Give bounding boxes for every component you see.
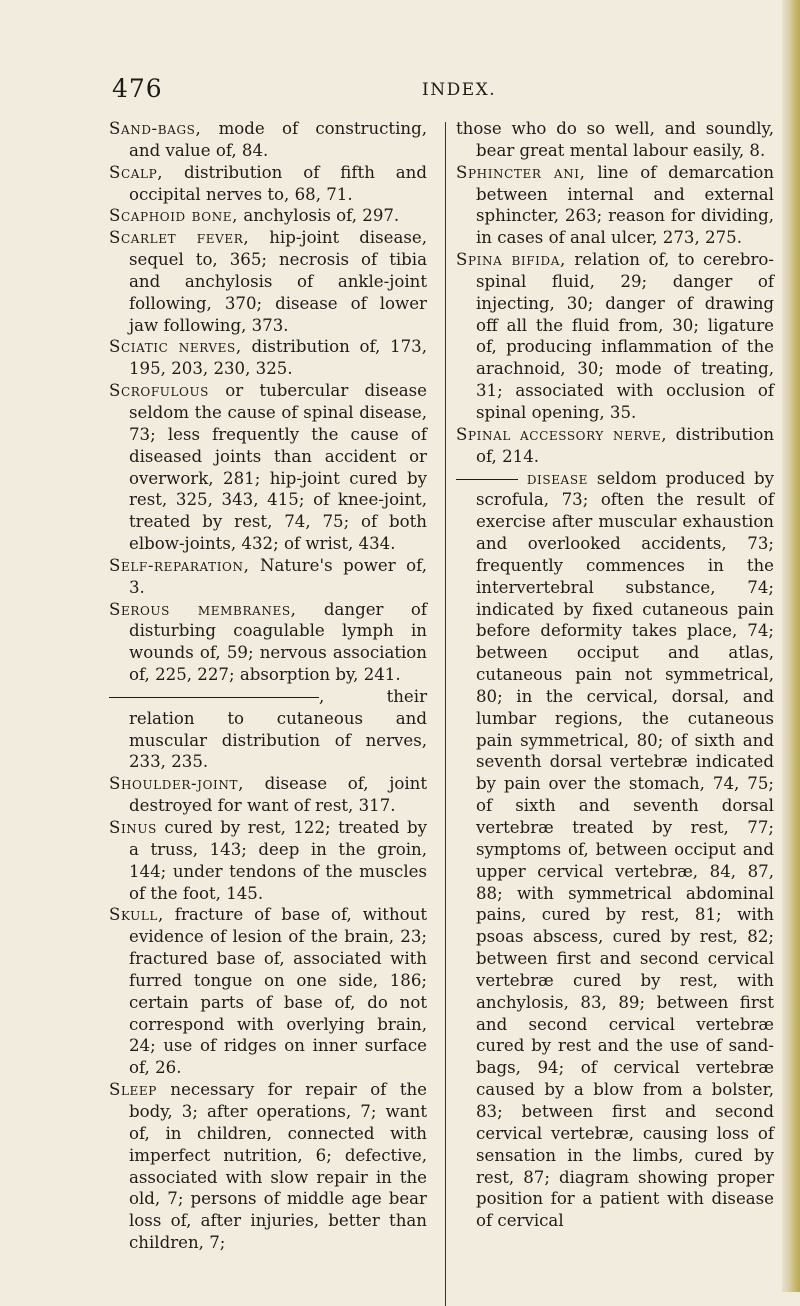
page-number: 476: [112, 74, 163, 103]
index-headword: Sleep: [109, 1080, 157, 1100]
index-entry-text: Nature's power of, 3.: [129, 555, 427, 597]
running-title: INDEX.: [422, 80, 497, 100]
index-column-right: [456, 118, 774, 1232]
index-headword: Scarlet fever,: [109, 228, 250, 248]
index-headword: Sciatic nerves,: [109, 337, 242, 357]
index-entry: [109, 205, 427, 227]
index-entry-text: distribution of, 214.: [476, 424, 775, 466]
index-entry-text: those who do so well, and soundly, bear great mental labour easily, 8.: [456, 119, 774, 160]
index-entry-text: mode of constructing, and value of, 84.: [129, 119, 427, 160]
index-headword: disease: [526, 468, 589, 488]
index-entry: [109, 904, 427, 1079]
index-entry: [456, 468, 774, 1233]
index-entry: [456, 424, 774, 468]
index-entry: [456, 162, 774, 249]
page-header: [112, 74, 672, 108]
index-entry-text: cured by rest, 122; treated by a truss, 143; deep in the groin, 144; under tendons of the muscles of the foot, 145.: [129, 818, 427, 903]
index-headword: Scrofulous: [109, 381, 210, 401]
index-entry: [109, 118, 427, 162]
index-entry: [109, 599, 427, 686]
index-entry: [109, 817, 427, 904]
index-entry: [456, 249, 774, 424]
index-headword: Skull,: [109, 905, 164, 925]
index-entry: [109, 1079, 427, 1254]
index-entry-text: line of demarcation between internal and external sphincter, 263; reason for dividing, in cases of anal ulcer, 273, 275.: [476, 162, 775, 248]
index-entry: [109, 773, 427, 817]
index-entry: [109, 336, 427, 380]
index-entry-text: disease of, joint destroyed for want of rest, 317.: [129, 774, 427, 816]
ditto-dash: [456, 479, 518, 480]
index-entry-text: hip-joint disease, sequel to, 365; necrosis of tibia and anchylosis of ankle-joint following, 370; disease of lower jaw following, 373.: [129, 228, 427, 335]
index-entry-text: fracture of base of, without evidence of lesion of the brain, 23; fractured base of, associated with furred tongue on one side, 186; certain parts of base of, do not correspond with overlying brain, 24; use of ridges on inner surface of, 26.: [129, 905, 427, 1078]
column-rule: [445, 122, 446, 1306]
index-entry-text: or tubercular disease seldom the cause of spinal disease, 73; less frequently the cause of diseased joints than accident or overwork, 281; hip-joint cured by rest, 325, 343, 415; of knee-joint, treated by rest, 74, 75; of both elbow-joints, 432; of wrist, 434.: [129, 381, 427, 554]
index-headword: Spinal accessory nerve,: [456, 424, 668, 444]
index-headword: Self-reparation,: [109, 555, 250, 575]
index-headword: Sinus: [109, 818, 157, 837]
ditto-dash: [109, 697, 319, 698]
index-entry: [109, 555, 427, 599]
index-entry: [109, 162, 427, 206]
index-headword: Spina bifida,: [456, 250, 566, 270]
index-headword: Serous membranes,: [109, 599, 297, 619]
index-entry: [456, 118, 774, 162]
index-entry-text: , their relation to cutaneous and muscular distribution of nerves, 233, 235.: [129, 686, 427, 772]
index-entry-text: necessary for repair of the body, 3; after operations, 7; want of, in children, connected with imperfect nutrition, 6; defective, associated with slow repair in the old, 7; persons of middle age bear loss of, after injuries, better than children, 7;: [129, 1080, 427, 1253]
index-entry: [109, 227, 427, 336]
index-headword: Sand-bags,: [109, 119, 202, 138]
index-headword: Shoulder-joint,: [109, 774, 244, 794]
index-entry-text: relation of, to cerebro-spinal fluid, 29; danger of injecting, 30; danger of drawing off all the fluid from, 30; ligature of, producing inflammation of the arachnoid, 30; mode of treating, 31; associated with occlusion of spinal opening, 35.: [476, 250, 774, 422]
page-edge: [782, 0, 800, 1292]
index-entry-text: distribution of fifth and occipital nerves to, 68, 71.: [129, 162, 427, 204]
index-entry-text: distribution of, 173, 195, 203, 230, 325.: [129, 337, 427, 379]
index-entry: [109, 686, 427, 773]
index-headword: Scaphoid bone,: [109, 206, 239, 226]
index-entry-text: seldom produced by scrofula, 73; often the result of exercise after muscular exhaustion and overlooked accidents, 73; frequently commences in the intervertebral substance, 74; indicated by fixed cutaneous pain before deformity takes place, 74; between occiput and atlas, cutaneous pain not symmetrical, 80; in the cervical, dorsal, and lumbar regions, the cutaneous pain symmetrical, 80; of sixth and seventh dorsal vertebræ indicated by pain over the stomach, 74, 75; of sixth and seventh dorsal vertebræ treated by rest, 77; symptoms of, between occiput and upper cervical vertebræ, 84, 87, 88; with symmetrical abdominal pains, cured by rest, 81; with psoas abscess, cured by rest, 82; between first and second cervical vertebræ cured by rest, with anchylosis, 83, 89; between first and second cervical vertebræ cured by rest and the use of sand-bags, 94; of cervical vertebræ caused by a blow from a bolster, 83; between first and second cervical vertebræ, causing loss of sensation in the limbs, cured by rest, 87; diagram showing proper position for a patient with disease of cervical: [476, 468, 774, 1231]
index-entry: [109, 380, 427, 555]
index-headword: Sphincter ani,: [456, 162, 586, 182]
index-headword: Scalp,: [109, 162, 164, 182]
index-entry-text: anchylosis of, 297.: [238, 206, 400, 226]
index-column-left: [109, 118, 427, 1254]
index-entry-text: danger of disturbing coagulable lymph in wounds of, 59; nervous association of, 225, 227; absorption by, 241.: [129, 599, 427, 685]
